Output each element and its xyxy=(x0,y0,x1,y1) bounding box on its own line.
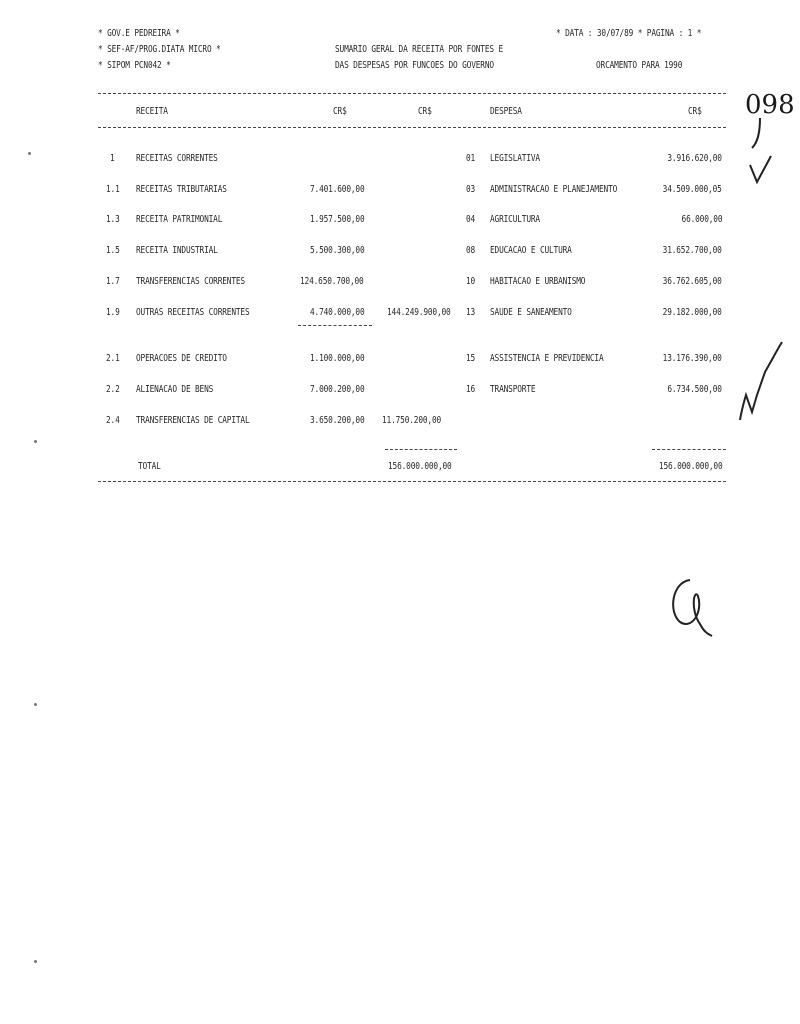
expense-code: 08 xyxy=(466,245,476,256)
expense-code: 10 xyxy=(466,276,476,287)
column-header-despesa: DESPESA xyxy=(490,106,522,117)
revenue-value-1: 1.957.500,00 xyxy=(310,214,365,225)
revenue-subtotal: 11.750.200,00 xyxy=(382,415,442,426)
revenue-label: ALIENACAO DE BENS xyxy=(136,384,214,395)
expense-value: 34.509.000,05 xyxy=(662,184,722,195)
column-header-crs-2: CR$ xyxy=(418,106,432,117)
expense-label: LEGISLATIVA xyxy=(490,153,540,164)
expense-value: 31.652.700,00 xyxy=(662,245,722,256)
expense-code: 04 xyxy=(466,214,476,225)
revenue-code: 1.3 xyxy=(106,214,120,225)
scan-speck xyxy=(28,152,31,155)
revenue-label: OPERACOES DE CREDITO xyxy=(136,353,227,364)
revenue-value-1: 7.401.600,00 xyxy=(310,184,365,195)
revenue-value-1: 1.100.000,00 xyxy=(310,353,365,364)
expense-code: 01 xyxy=(466,153,476,164)
revenue-code: 1 xyxy=(110,153,115,164)
expense-code: 16 xyxy=(466,384,476,395)
revenue-value-1: 124.650.700,00 xyxy=(300,276,364,287)
expense-code: 13 xyxy=(466,307,476,318)
expense-value: 36.762.605,00 xyxy=(662,276,722,287)
expense-label: ADMINISTRACAO E PLANEJAMENTO xyxy=(490,184,618,195)
revenue-code: 1.7 xyxy=(106,276,120,287)
column-header-crs-1: CR$ xyxy=(333,106,347,117)
expense-value: 66.000,00 xyxy=(681,214,722,225)
revenue-label: TRANSFERENCIAS CORRENTES xyxy=(136,276,245,287)
revenue-value-1: 7.000.200,00 xyxy=(310,384,365,395)
signature-q-icon xyxy=(673,580,712,636)
column-header-crs-3: CR$ xyxy=(688,106,702,117)
expense-value: 29.182.000,00 xyxy=(662,307,722,318)
handwritten-page-number: 098 xyxy=(745,90,795,120)
scan-speck xyxy=(34,440,37,443)
expense-value: 13.176.390,00 xyxy=(662,353,722,364)
expense-code: 03 xyxy=(466,184,476,195)
revenue-value-1: 4.740.000,00 xyxy=(310,307,365,318)
revenue-code: 2.1 xyxy=(106,353,120,364)
header-left-line-2: * SEF-AF/PROG.DIATA MICRO * xyxy=(98,44,221,55)
expense-value: 3.916.620,00 xyxy=(667,153,722,164)
expense-value: 6.734.500,00 xyxy=(667,384,722,395)
revenue-code: 1.1 xyxy=(106,184,120,195)
report-title-line-1: SUMARIO GERAL DA RECEITA POR FONTES E xyxy=(335,44,503,55)
expense-label: SAUDE E SANEAMENTO xyxy=(490,307,572,318)
revenue-label: RECEITAS CORRENTES xyxy=(136,153,218,164)
expense-label: EDUCACAO E CULTURA xyxy=(490,245,572,256)
total-revenue: 156.000.000,00 xyxy=(388,461,452,472)
scan-speck xyxy=(34,703,37,706)
page-number-tail-mark xyxy=(752,118,760,148)
revenue-label: RECEITAS TRIBUTARIAS xyxy=(136,184,227,195)
revenue-code: 2.2 xyxy=(106,384,120,395)
expense-label: ASSISTENCIA E PREVIDENCIA xyxy=(490,353,604,364)
column-header-receita: RECEITA xyxy=(136,106,168,117)
revenue-code: 1.5 xyxy=(106,245,120,256)
expense-code: 15 xyxy=(466,353,476,364)
report-title-line-2: DAS DESPESAS POR FUNCOES DO GOVERNO xyxy=(335,60,494,71)
expense-label: AGRICULTURA xyxy=(490,214,540,225)
revenue-value-1: 5.500.300,00 xyxy=(310,245,365,256)
revenue-value-1: 3.650.200,00 xyxy=(310,415,365,426)
total-label: TOTAL xyxy=(138,461,161,472)
revenue-label: RECEITA PATRIMONIAL xyxy=(136,214,223,225)
checkmark-icon xyxy=(750,156,771,182)
scan-speck xyxy=(34,960,37,963)
expense-label: HABITACAO E URBANISMO xyxy=(490,276,586,287)
revenue-code: 2.4 xyxy=(106,415,120,426)
revenue-subtotal: 144.249.900,00 xyxy=(387,307,451,318)
revenue-label: OUTRAS RECEITAS CORRENTES xyxy=(136,307,250,318)
total-expense: 156.000.000,00 xyxy=(658,461,722,472)
date-page-label: * DATA : 30/07/89 * PAGINA : 1 * xyxy=(556,28,702,39)
revenue-label: TRANSFERENCIAS DE CAPITAL xyxy=(136,415,250,426)
initials-signature-icon xyxy=(740,342,782,420)
header-left-line-1: * GOV.E PEDREIRA * xyxy=(98,28,180,39)
budget-year-label: ORCAMENTO PARA 1990 xyxy=(596,60,683,71)
header-left-line-3: * SIPOM PCN042 * xyxy=(98,60,171,71)
expense-label: TRANSPORTE xyxy=(490,384,536,395)
revenue-code: 1.9 xyxy=(106,307,120,318)
revenue-label: RECEITA INDUSTRIAL xyxy=(136,245,218,256)
